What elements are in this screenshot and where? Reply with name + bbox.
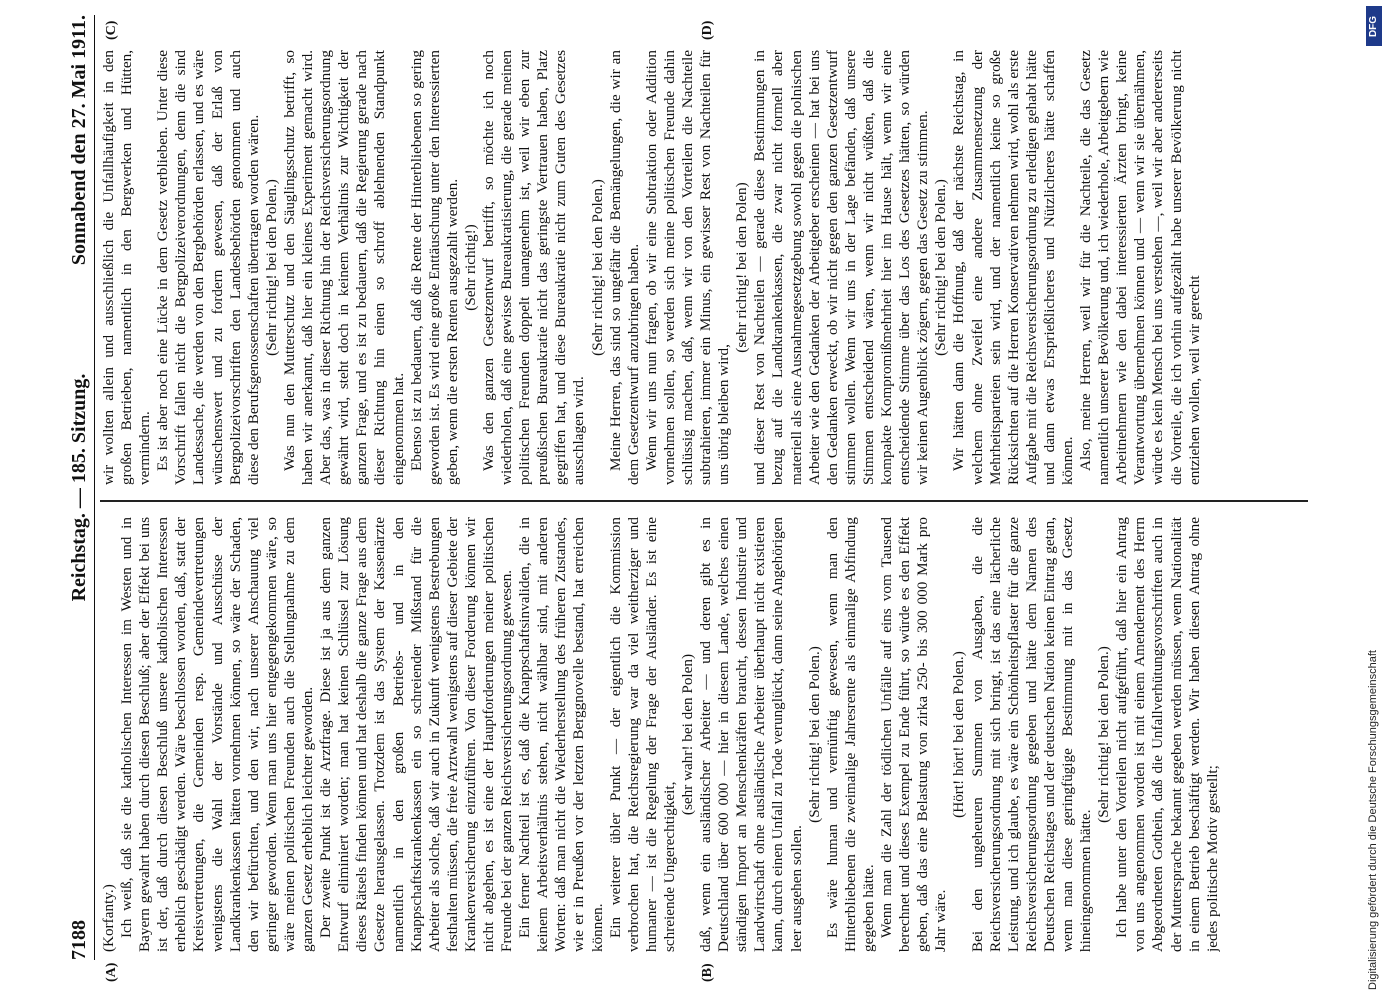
right-column [100, 50, 1308, 485]
interjection: (Sehr richtig! bei den Polen.) [588, 179, 606, 356]
paragraph: Ich habe unter den Vorteilen nicht aufgeführt, daß hier ein Antrag von uns angenommen worden ist mit einem Amendement des Herrn Abgeordneten Gothein, daß die Unfallverhütungsvorschriften auch in der Muttersprache bekannt gegeben werden müssen, wenn Nationalität in einem Betrieb beschäftigt werden. Wir haben diesen Antrag ohne jedes politische Motiv gestellt; [1113, 517, 1221, 952]
paragraph: Es wäre human und vernünftig gewesen, wenn man den Hinterbliebenen die zweimalige Jahresrente als einmalige Abfindung gegeben hätte. [823, 517, 877, 952]
interjection: (Hört! hört! bei den Polen.) [950, 651, 968, 818]
margin-marker-a: (A) [104, 962, 119, 982]
paragraph: Wenn wir uns nun fragen, ob wir eine Subtraktion oder Addition vornehmen sollen, so werden sich meine politischen Freunde dahin schlüssig machen, daß, wenn wir von den Vorteilen die Nachteile subtrahieren, immer ein Minus, ein gewisser Rest von Nachteilen für uns übrig bleiben wird, [642, 50, 733, 485]
margin-marker-d: (D) [700, 20, 715, 40]
paragraph: und dieser Rest von Nachteilen — gerade diese Bestimmungen in bezug auf die Landkrankenkassen, die zwar nicht formell aber materiell als eine Ausnahmegesetzgebung sowohl gegen die polnischen Arbeiter wie den Gedanken der Arbeitgeber erscheinen — hat bei uns den Gedanken erweckt, ob wir nicht gegen den ganzen Gesetzentwurf stimmen wollen. Wenn wir uns in der Lage befänden, daß unsere Stimmen entscheidend wären, wenn wir nicht wüßten, daß die kompakte Kompromißmehrheit hier im Hause hält, wenn wir eine entscheidende Stimme über das Los des Gesetzes hätten, so würden wir keinen Augenblick zögern, gegen das Gesetz zu stimmen. [751, 50, 932, 485]
paragraph: Ein ferner Nachteil ist es, daß die Knappschaftsinvaliden, die in keinem Arbeitsverhältnis stehen, nicht wählbar sind, mit anderen Worten: daß man nicht die Wiederherstellung des früheren Zustandes, wie er in Preußen vor der letzten Berggnovelle bestand, hat erreichen können. [516, 517, 606, 952]
paragraph: Meine Herren, das sind so ungefähr die Bemängelungen, die wir an dem Gesetzentwurf anzubringen haben. [606, 50, 642, 485]
interjection: (sehr wahr! bei den Polen) [679, 653, 696, 816]
paragraph: Wenn man die Zahl der tödlichen Unfälle auf eins vom Tausend berechnet und dieses Exempel zu Ende führt, so würde es den Effekt geben, daß das eine Belastung von zirka 250- bis 300 000 Mark pro Jahr wäre. [878, 517, 950, 952]
interjection: (Sehr richtig! bei den Polen.) [1095, 646, 1113, 823]
interjection: (Sehr richtig! bei den Polen.) [262, 179, 280, 356]
digitization-note: Digitalisierung gefördert durch die Deutsche Forschungsgemeinschaft [1367, 650, 1379, 990]
paragraph: Ein weiterer übler Punkt — der eigentlich die Kommission verbrochen hat, die Reichsregierung war da viel weitherziger und humaner — ist die Regelung der Frage der Ausländer. Es ist eine schreiende Ungerechtigkeit, [606, 517, 678, 952]
interjection: (Sehr richtig! bei den Polen.) [805, 646, 823, 823]
column-divider [100, 501, 1308, 503]
interjection: (Sehr richtig!) [461, 224, 479, 311]
paragraph: Was nun den Mutterschutz und den Säuglingsschutz betrifft, so haben wir anerkannt, daß hier ein kleines Experiment gemacht wird. Aber das, was in dieser Richtung hin der Reichsversicherungsordnung gewährt wird, steht doch in keinem Verhältnis zur Wichtigkeit der ganzen Frage, und es ist zu bedauern, daß die Regierung gerade nach dieser Richtung hin einen so schroff ablehnenden Standpunkt eingenommen hat. [280, 50, 407, 485]
left-column [100, 517, 1308, 952]
paragraph: Was den ganzen Gesetzentwurf betrifft, so möchte ich noch wiederholen, daß eine gewisse Bureaukratisierung, die gerade meinen politischen Freunden doppelt unangenehm ist, weil wir eben zur preußischen Bureaukratie nicht das geringste Vertrauen haben, Platz gegriffen hat, und diese Bureaukratie nicht zum Guten des Gesetzes ausschlagen wird. [479, 50, 588, 485]
margin-marker-b: (B) [700, 963, 715, 982]
paragraph: daß, wenn ein ausländischer Arbeiter — und deren gibt es in Deutschland über 600 000 — hier in diesem Lande, welches einen ständigen Import an Menschenkräften braucht, dessen Industrie und Landwirtschaft ohne ausländische Arbeiter überhaupt nicht existieren kann, durch einen Unfall zu Tode verunglückt, dann seine Angehörigen leer ausgehen sollen. [697, 517, 805, 952]
paragraph: Es ist aber noch eine Lücke in dem Gesetz verblieben. Unter diese Vorschrift fallen nicht die Bergpolizeiverordnungen, denn die sind Landessache, die werden von den Bergbehörden erlassen, und es wäre wünschenswert und zu fordern gewesen, daß der Erlaß von Bergpolizeivorschriften den Landesbehörden genommen und auch diese den Berufsgenossenschaften übertragen worden wären. [154, 50, 262, 485]
paragraph: Wir hätten dann die Hoffnung, daß der nächste Reichstag, in welchem ohne Zweifel eine andere Zusammensetzung der Mehrheitsparteien sein wird, und der namentlich keine so große Rücksichten auf die Herren Konservativen nehmen wird, wohl als erste Aufgabe mit die Reichsversicherungsordnung zu erledigen gehabt hätte und dann etwas Ersprießlicheres und Nützlicheres hätte schaffen können. [950, 50, 1076, 485]
interjection: (sehr richtig! bei den Polen) [733, 182, 751, 353]
session-date: Sonnabend den 27. Mai 1911. [68, 15, 90, 266]
page-number: 7188 [68, 920, 90, 960]
interjection: (Sehr richtig! bei den Polen.) [932, 179, 950, 356]
paragraph: wir wollten allein und ausschließlich die Unfallhäufigkeit in den großen Betrieben, namentlich in den Bergwerken und Hütten, vermindern. [100, 50, 154, 485]
dfg-logo: DFG [1366, 6, 1382, 46]
speaker-name: (Korfanty.) [100, 884, 117, 952]
page-header [66, 15, 95, 960]
paragraph: Also, meine Herren, weil wir für die Nachteile, die das Gesetz namentlich unserer Bevölkerung und, ich wiederhole, Arbeitgebern wie Arbeitnehmern wie den dabei interessierten Ärzten bringt, keine Verantwortung übernehmen können und — wenn wir sie übernähmen, würde es kein Mensch bei uns verstehen —, weil wir aber andererseits die Vorteile, die ich vorhin aufgezählt habe unserer Bevölkerung nicht entziehen wollen, weil wir gerecht [1077, 50, 1203, 485]
margin-marker-c: (C) [104, 20, 119, 40]
paragraph: Bei den ungeheuren Summen von Ausgaben, die die Reichsversicherungsordnung mit sich bringt, ist das eine lächerliche Leistung, und ich glaube, es wäre ein Schönheitspflaster für die ganze Reichsversicherungsordnung gegeben und hätte dem Namen des Deutschen Reichstages und der deutschen Nation keinen Eintrag getan, wenn man diese geringfügige Bestimmung mit in das Gesetz hineingenommen hätte. [968, 517, 1095, 952]
paragraph: Ich weiß, daß sie die katholischen Interessen im Westen und in Bayern gewahrt haben durch diesen Beschluß; aber der Effekt bei uns ist der, daß durch diesen Beschluß unsere katholischen Interessen erheblich geschädigt werden. Wäre beschlossen worden, daß, statt der Kreisvertretungen, die Gemeinden resp. Gemeindevertretungen wenigstens die Wahl der Vorstände und Ausschüsse der Landkrankenkassen hätten vornehmen können, so wäre der Schaden, den wir befürchten, und den wir, nach unserer Anschauung viel geringer geworden. Wenn man uns hier entgegengekommen wäre, so wäre meinen politischen Freunden auch die Stellungnahme zu dem ganzen Gesetz erheblich leichter geworden. [118, 517, 317, 952]
session-title: Reichstag. — 185. Sitzung. [68, 373, 90, 602]
paragraph: Ebenso ist zu bedauern, daß die Rente der Hinterbliebenen so gering geworden ist. Es wird eine große Enttäuschung unter den Interessierten geben, wenn die ersten Renten ausgezahlt werden. [407, 50, 461, 485]
paragraph: Der zweite Punkt ist die Arztfrage. Diese ist ja aus dem ganzen Entwurf eliminiert worden; man hat keinen Schlüssel zur Lösung dieses Rätsels finden können und hat deshalb die ganze Frage aus dem Gesetze herausgelassen. Trotzdem ist das System der Kassenärzte namentlich in den großen Betriebs- und in den Knappschaftskrankenkassen ein so schreiender Mißstand für die Arbeiter als solche, daß wir auch in Zukunft wenigstens Bestrebungen festhalten müssen, die freie Arztwahl wenigstens auf dieser Gebiete der Krankenversicherung einzuführen. Von dieser Forderung können wir nicht abgehen, es ist eine der Hauptforderungen meiner politischen Freunde bei der ganzen Reichsversicherungsordnung gewesen. [317, 517, 516, 952]
